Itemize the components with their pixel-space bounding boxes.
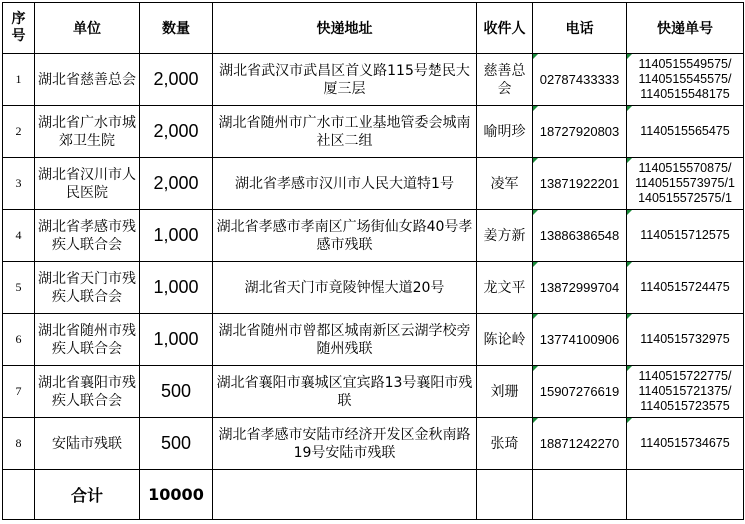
- tracking-number: 1140515570875/: [638, 161, 732, 175]
- table-row: [3, 418, 744, 470]
- tracking-number: 1140515721375/: [638, 384, 732, 398]
- row-index: 1: [3, 54, 35, 106]
- row-unit: 湖北省孝感市残疾人联合会: [35, 210, 140, 262]
- header-tracking: 快递单号: [627, 3, 744, 54]
- row-tracking: [627, 54, 744, 106]
- header-phone: 电话: [533, 3, 627, 54]
- row-recipient: 姜方新: [477, 210, 533, 262]
- total-index-cell: [3, 470, 35, 520]
- row-address: 湖北省武汉市武昌区首义路115号楚民大厦三层: [213, 54, 477, 106]
- row-index: 2: [3, 106, 35, 158]
- tracking-number: 1140515565475: [640, 124, 730, 138]
- header-address: 快递地址: [213, 3, 477, 54]
- row-tracking: [627, 314, 744, 366]
- tracking-number: 1140515573975/1: [635, 176, 735, 190]
- row-phone: 13871922201: [533, 158, 627, 210]
- row-index: 6: [3, 314, 35, 366]
- total-qty: 10000: [140, 470, 213, 520]
- table-row: [3, 54, 744, 106]
- row-tracking: [627, 366, 744, 418]
- row-qty: 2,000: [140, 106, 213, 158]
- tracking-number: 1140515724475: [640, 280, 730, 294]
- tracking-number: 1140515723575: [640, 399, 730, 413]
- row-index: 3: [3, 158, 35, 210]
- total-address-cell: [213, 470, 477, 520]
- total-label: 合计: [35, 470, 140, 520]
- header-qty: 数量: [140, 3, 213, 54]
- row-qty: 500: [140, 366, 213, 418]
- row-index: 5: [3, 262, 35, 314]
- row-phone: 15907276619: [533, 366, 627, 418]
- row-tracking: [627, 262, 744, 314]
- row-unit: 湖北省汉川市人民医院: [35, 158, 140, 210]
- row-qty: 1,000: [140, 210, 213, 262]
- row-phone: 13886386548: [533, 210, 627, 262]
- header-row: [3, 3, 744, 54]
- header-unit: 单位: [35, 3, 140, 54]
- total-row: [3, 470, 744, 520]
- row-tracking: [627, 106, 744, 158]
- row-address: 湖北省孝感市汉川市人民大道特1号: [213, 158, 477, 210]
- total-phone-cell: [533, 470, 627, 520]
- tracking-number: 1140515545575/: [638, 72, 732, 86]
- row-recipient: 陈论岭: [477, 314, 533, 366]
- row-unit: 湖北省随州市残疾人联合会: [35, 314, 140, 366]
- row-unit: 湖北省襄阳市残疾人联合会: [35, 366, 140, 418]
- row-tracking: [627, 158, 744, 210]
- total-tracking-cell: [627, 470, 744, 520]
- total-recipient-cell: [477, 470, 533, 520]
- header-index: 序号: [3, 3, 35, 54]
- row-recipient: 刘珊: [477, 366, 533, 418]
- tracking-number: 140515572575/1: [638, 191, 732, 205]
- tracking-number: 1140515722775/: [638, 369, 732, 383]
- row-phone: 13774100906: [533, 314, 627, 366]
- table-row: [3, 366, 744, 418]
- row-unit: 湖北省广水市城郊卫生院: [35, 106, 140, 158]
- table-row: [3, 106, 744, 158]
- row-tracking: [627, 418, 744, 470]
- row-recipient: 张琦: [477, 418, 533, 470]
- row-address: 湖北省随州市广水市工业基地管委会城南社区二组: [213, 106, 477, 158]
- row-tracking: [627, 210, 744, 262]
- row-unit: 安陆市残联: [35, 418, 140, 470]
- table-row: [3, 262, 744, 314]
- header-recipient: 收件人: [477, 3, 533, 54]
- shipping-table: [2, 2, 744, 520]
- row-phone: 13872999704: [533, 262, 627, 314]
- row-qty: 2,000: [140, 54, 213, 106]
- row-unit: 湖北省慈善总会: [35, 54, 140, 106]
- row-qty: 1,000: [140, 314, 213, 366]
- row-recipient: 慈善总会: [477, 54, 533, 106]
- row-index: 8: [3, 418, 35, 470]
- row-recipient: 龙文平: [477, 262, 533, 314]
- tracking-number: 1140515549575/: [638, 57, 732, 71]
- table-row: [3, 314, 744, 366]
- row-address: 湖北省天门市竟陵钟惺大道20号: [213, 262, 477, 314]
- row-recipient: 凌军: [477, 158, 533, 210]
- row-phone: 18727920803: [533, 106, 627, 158]
- table-row: [3, 158, 744, 210]
- row-address: 湖北省孝感市安陆市经济开发区金秋南路19号安陆市残联: [213, 418, 477, 470]
- row-qty: 500: [140, 418, 213, 470]
- row-address: 湖北省襄阳市襄城区宜宾路13号襄阳市残联: [213, 366, 477, 418]
- row-index: 4: [3, 210, 35, 262]
- table-row: [3, 210, 744, 262]
- tracking-number: 1140515732975: [640, 332, 730, 346]
- row-phone: 02787433333: [533, 54, 627, 106]
- row-index: 7: [3, 366, 35, 418]
- row-address: 湖北省随州市曾都区城南新区云湖学校旁随州残联: [213, 314, 477, 366]
- row-phone: 18871242270: [533, 418, 627, 470]
- tracking-number: 1140515548175: [640, 87, 730, 101]
- row-address: 湖北省孝感市孝南区广场街仙女路40号孝感市残联: [213, 210, 477, 262]
- tracking-number: 1140515712575: [640, 228, 730, 242]
- row-qty: 1,000: [140, 262, 213, 314]
- row-unit: 湖北省天门市残疾人联合会: [35, 262, 140, 314]
- row-qty: 2,000: [140, 158, 213, 210]
- row-recipient: 喻明珍: [477, 106, 533, 158]
- tracking-number: 1140515734675: [640, 436, 730, 450]
